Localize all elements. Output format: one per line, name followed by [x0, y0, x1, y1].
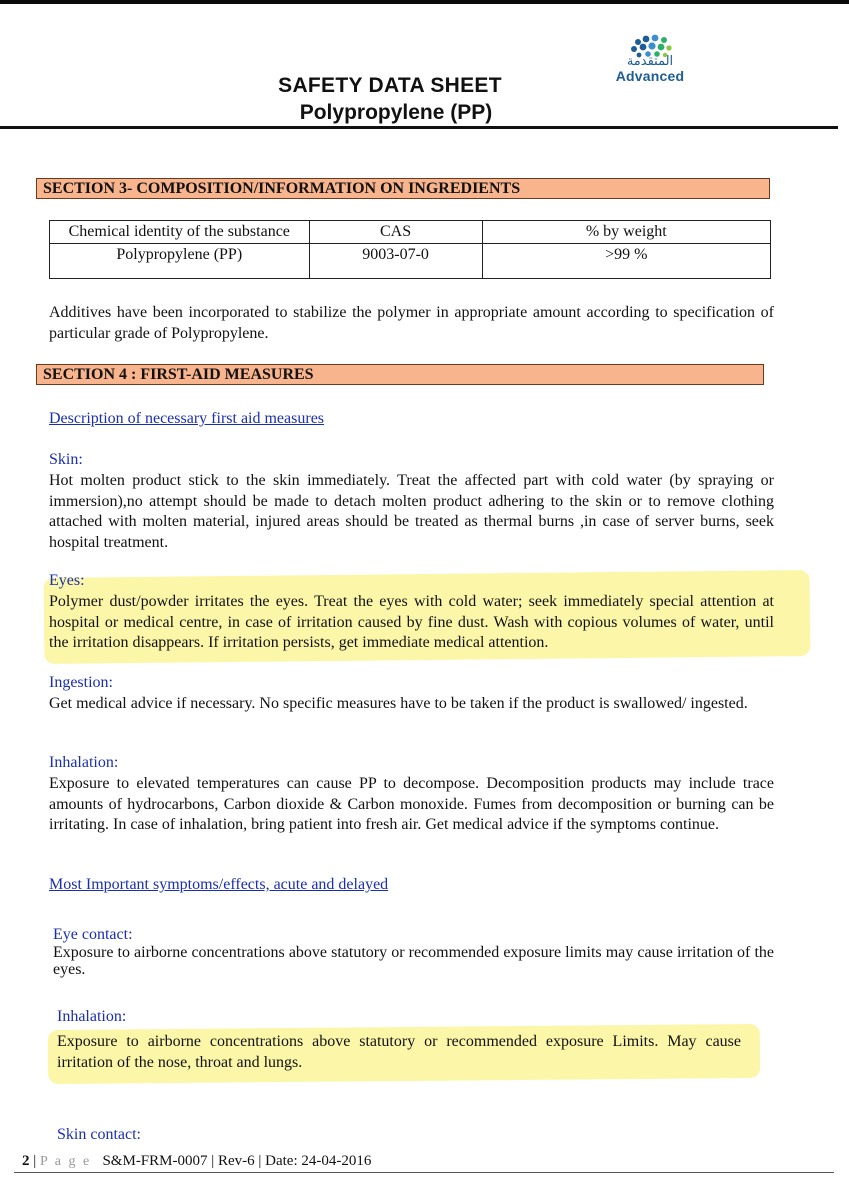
eyes-paragraph: Polymer dust/powder irritates the eyes. Treat the eyes with cold water; seek immediately special attention at hospital or medical centre, in case of irritation caused by fine dust. Wash with copious volumes of water, until the irritation disappears. If irritation persists, get immediate medical attention. — [49, 593, 774, 651]
table-header-row — [50, 221, 771, 244]
inhalation-2-paragraph: Exposure to airborne concentrations above statutory or recommended exposure Limits. May cause irritation of the nose, throat and lungs. — [57, 1033, 741, 1071]
table-header-cell: % by weight — [482, 221, 770, 244]
eyes-label: Eyes: — [49, 572, 85, 589]
table-header-cell: CAS — [309, 221, 482, 244]
additives-paragraph: Additives have been incorporated to stabilize the polymer in appropriate amount according to specification of particular grade of Polypropylene. — [49, 304, 774, 342]
eye-contact-paragraph: Exposure to airborne concentrations above statutory or recommended exposure limits may cause irritation of the eyes. — [53, 944, 774, 978]
inhalation-2-label: Inhalation: — [57, 1008, 127, 1025]
logo-arabic-text: المتقدمة — [626, 54, 674, 69]
table-cell: >99 % — [482, 244, 770, 279]
description-link[interactable]: Description of necessary first aid measures — [49, 410, 325, 427]
inhalation-label: Inhalation: — [49, 754, 119, 771]
document-title: SAFETY DATA SHEET — [278, 74, 502, 97]
page-footer: 2 | P a g e S&M-FRM-0007 | Rev-6 | Date: 24-04-2016 — [22, 1153, 372, 1169]
section-4-heading: SECTION 4 : FIRST-AID MEASURES — [36, 364, 764, 385]
table-cell: 9003-07-0 — [309, 244, 482, 279]
eye-contact-label: Eye contact: — [53, 926, 133, 943]
section-3-heading: SECTION 3- COMPOSITION/INFORMATION ON INGREDIENTS — [36, 178, 770, 199]
inhalation-paragraph: Exposure to elevated temperatures can cause PP to decompose. Decomposition products may include trace amounts of hydrocarbons, Carbon dioxide & Carbon monoxide. Fumes from decomposition or burning can be irritating. In case of inhalation, bring patient into fresh air. Get medical advice if the symptoms continue. — [49, 775, 774, 833]
document-reference: S&M-FRM-0007 | Rev-6 | Date: 24-04-2016 — [102, 1153, 372, 1169]
header-divider — [0, 126, 838, 129]
ingestion-label: Ingestion: — [49, 674, 113, 691]
document-subtitle: Polypropylene (PP) — [299, 101, 493, 124]
page-number: 2 — [22, 1153, 30, 1169]
symptoms-link[interactable]: Most Important symptoms/effects, acute and delayed — [49, 876, 389, 893]
footer-divider — [14, 1172, 834, 1173]
skin-label: Skin: — [49, 451, 83, 468]
table-row — [50, 244, 771, 279]
skin-contact-label: Skin contact: — [57, 1126, 141, 1143]
logo-text: Advanced — [615, 68, 685, 84]
top-border — [0, 0, 849, 4]
skin-paragraph: Hot molten product stick to the skin immediately. Treat the affected part with cold water (by spraying or immersion),no attempt should be made to detach molten product adhering to the skin or to remove clothing attached with molten material, injured areas should be treated as thermal burns ,in case of server burns, seek hospital treatment. — [49, 472, 774, 551]
composition-table — [49, 220, 771, 279]
ingestion-paragraph: Get medical advice if necessary. No specific measures have to be taken if the product is swallowed/ ingested. — [49, 695, 748, 712]
table-header-cell: Chemical identity of the substance — [50, 221, 310, 244]
table-cell: Polypropylene (PP) — [50, 244, 310, 279]
page-word: P a g e — [40, 1154, 92, 1169]
